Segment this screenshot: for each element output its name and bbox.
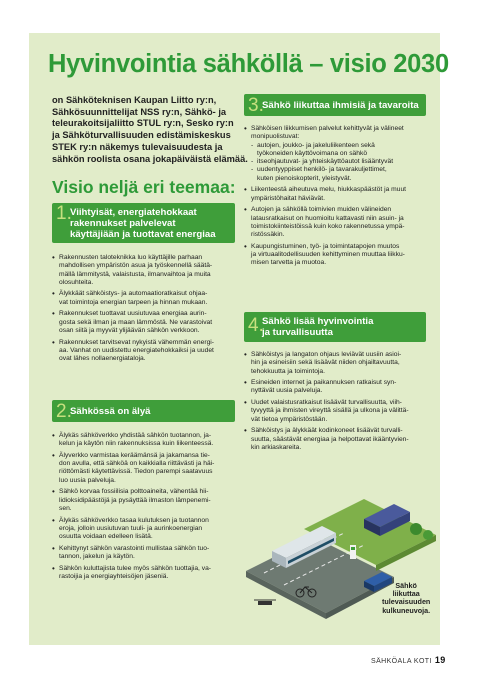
- list-item: • Rakennukset tuottavat uusiutuvaa energiaa aurin- gosta sekä ilman ja maan lämmöstä. Ne varastoivat osan siitä ja myyvät ylijäävän sähkön verkkoon.: [52, 310, 238, 335]
- intro-line: STEK ry:n näkemys tulevaisuudesta ja: [52, 141, 223, 152]
- page-number: 19: [434, 655, 446, 665]
- theme-heading-line: Sähkö liikuttaa ihmisiä ja tavaroita: [262, 100, 419, 111]
- page-footer: [371, 655, 446, 665]
- transport-illustration: [244, 489, 438, 639]
- theme-1-heading: [52, 203, 235, 243]
- theme-3-heading: [244, 94, 426, 116]
- intro-line: sähkön roolista osana jokapäiväistä elämää.: [52, 153, 248, 164]
- list-item: • Liikenteestä aiheutuva melu, hiukkaspäästöt ja muut ympäristöhaitat häviävät.: [244, 186, 430, 203]
- intro-line: teleurakoitsijaliitto STUL ry:n, Sesko ry:n: [52, 118, 234, 129]
- list-item: • Sähkön kuluttajista tulee myös sähkön tuottajia, va- rastoijia ja energiayhteisöjen jäseniä.: [52, 565, 238, 582]
- theme-number: 1.: [56, 203, 72, 224]
- list-item: • Sähköistys ja älykkäät kodinkoneet lisäävät turvalli- suutta, säästävät energiaa ja helpottavat ikääntyvien- kin arkiaskareita.: [244, 427, 430, 452]
- intro-line: Sähkösuunnittelijat NSS ry:n, Sähkö- ja: [52, 106, 227, 117]
- theme-heading-line: ja turvallisuutta: [262, 327, 333, 338]
- list-item: • Sähkö korvaa fossiilisia polttoaineita, vähentää hii- lidioksidipäästöjä ja pysäyttää ilmaston lämpenemi- sen.: [52, 488, 238, 513]
- theme-heading-line: Sähkö lisää hyvinvointia: [262, 316, 374, 327]
- theme-heading-line: käyttäjiään ja tuottavat energiaa: [70, 229, 216, 240]
- list-item: • Autojen ja sähköllä toimivien muiden välineiden latausratkaisut on huomioitu kattavasti niin asuin- ja toimistokiinteistöissä kuin koko rakennetussa ympä- ristössäkin.: [244, 206, 430, 239]
- theme-number: 3.: [248, 95, 264, 116]
- list-item: • Rakennusten taloteknikka luo käyttäjille parhaan mahdollisen ympäristön asua ja työskennellä säätä- mällä lämmitystä, valaistusta, ilmanvaihtoa ja muita olosuhteita.: [52, 254, 238, 287]
- theme-heading-line: rakennukset palvelevat: [70, 218, 176, 229]
- intro-line: on Sähköteknisen Kaupan Liitto ry:n,: [52, 95, 217, 105]
- list-item: • Älykäs sähköverkko yhdistää sähkön tuotannon, ja- kelun ja käytön niin rakennuksissa kuin liikenteessä.: [52, 432, 238, 449]
- theme-number: 4.: [248, 315, 264, 336]
- sub-list-item: - itseohjautuvat- ja yhteiskäyttöautot lisääntyvät: [251, 158, 430, 166]
- sub-list: [251, 142, 430, 183]
- tree-icon: [423, 530, 433, 540]
- list-item: • Älykkäät sähköistys- ja automaatioratkaisut ohjaa- vat toimintoja energian tarpeen ja hinnan mukaan.: [52, 290, 238, 307]
- theme-heading-line: Sähkössä on älyä: [70, 406, 151, 417]
- list-item: • Kehittynyt sähkön varastointi mullistaa sähkön tuo- tannon, jakelun ja käytön.: [52, 545, 238, 562]
- theme-2-bullets: [52, 432, 238, 585]
- themes-subheading: Visio neljä eri teemaa:: [52, 177, 236, 197]
- list-item: • Sähköisen liikkumisen palvelut kehittyvät ja välineet monipuolistuvat: - autojen, joukko- ja jakeluliikenteen sekä työkoneiden käyttövoimana on sähkö - itseohjautuvat- ja yhteiskäyttöautot lisääntyvät - uudentyyppiset henkilö- ja tavarakuljettimet, kuten pienoiskopterit, yleistyvät.: [244, 125, 430, 183]
- list-item: • Kaupungistuminen, työ- ja toimintatapojen muutos ja virtuaalitodellisuuden kehittyminen muuttaa liikku- misen tarvetta ja muotoa.: [244, 243, 430, 268]
- theme-4-bullets: [244, 351, 430, 455]
- theme-2-heading: [52, 400, 235, 422]
- article-title: Hyvinvointia sähköllä – visio 2030: [48, 50, 449, 78]
- sub-list-item: - uudentyyppiset henkilö- ja tavarakuljettimet, kuten pienoiskopterit, yleistyvät.: [251, 166, 430, 183]
- theme-number: 2.: [56, 401, 72, 422]
- charging-station-icon: [350, 545, 356, 559]
- list-item: • Rakennukset tarvitsevat nykyistä vähemmän energi- aa. Vanhat on uudistettu energiatehokkaiksi ja uudet ovat lähes nollaenergiataloja.: [52, 339, 238, 364]
- drone-icon: [254, 600, 276, 605]
- theme-4-heading: [244, 312, 426, 342]
- intro-paragraph: [52, 95, 248, 165]
- list-item: • Esineiden internet ja paikannuksen ratkaisut syn- nyttävät uusia palveluja.: [244, 379, 430, 396]
- list-item: • Älyverkko varmistaa keräämänsä ja jakamansa tie- don avulla, että sähköä on kaikkialla riittävästi ja häi- riöttömästi käytettävissä. Tiedon parempi saatavuus luo uusia palveluja.: [52, 452, 238, 485]
- list-item: • Uudet valaistusratkaisut lisäävät turvallisuutta, viih- tyvyyttä ja ihmisten vireyttä sisällä ja ulkona ja välittä- vät tietoa ympäristöstään.: [244, 399, 430, 424]
- theme-1-bullets: [52, 254, 238, 367]
- intro-line: ja Sähköturvallisuuden edistämiskeskus: [52, 130, 231, 141]
- tree-icon: [410, 523, 422, 535]
- theme-3-bullets: [244, 125, 430, 271]
- sub-list-item: - autojen, joukko- ja jakeluliikenteen sekä työkoneiden käyttövoimana on sähkö: [251, 142, 430, 159]
- list-item: • Älykäs sähköverkko tasaa kulutuksen ja tuotannon eroja, jolloin uusiutuvan tuuli- ja aurinkoenergian osuutta voidaan edelleen lisätä.: [52, 517, 238, 542]
- illustration-caption: Sähkö liikuttaa tulevaisuuden kulkuneuvoja.: [382, 581, 431, 615]
- theme-heading-line: Viihtyisät, energiatehokkaat: [70, 207, 197, 218]
- magazine-name: SÄHKÖALA KOTI: [371, 658, 432, 665]
- list-item: • Sähköistys ja langaton ohjaus leviävät uusiin asioi- hin ja esineisiin sekä lisäävät niiden ohjailtavuutta, tehokkuutta ja toimintoja.: [244, 351, 430, 376]
